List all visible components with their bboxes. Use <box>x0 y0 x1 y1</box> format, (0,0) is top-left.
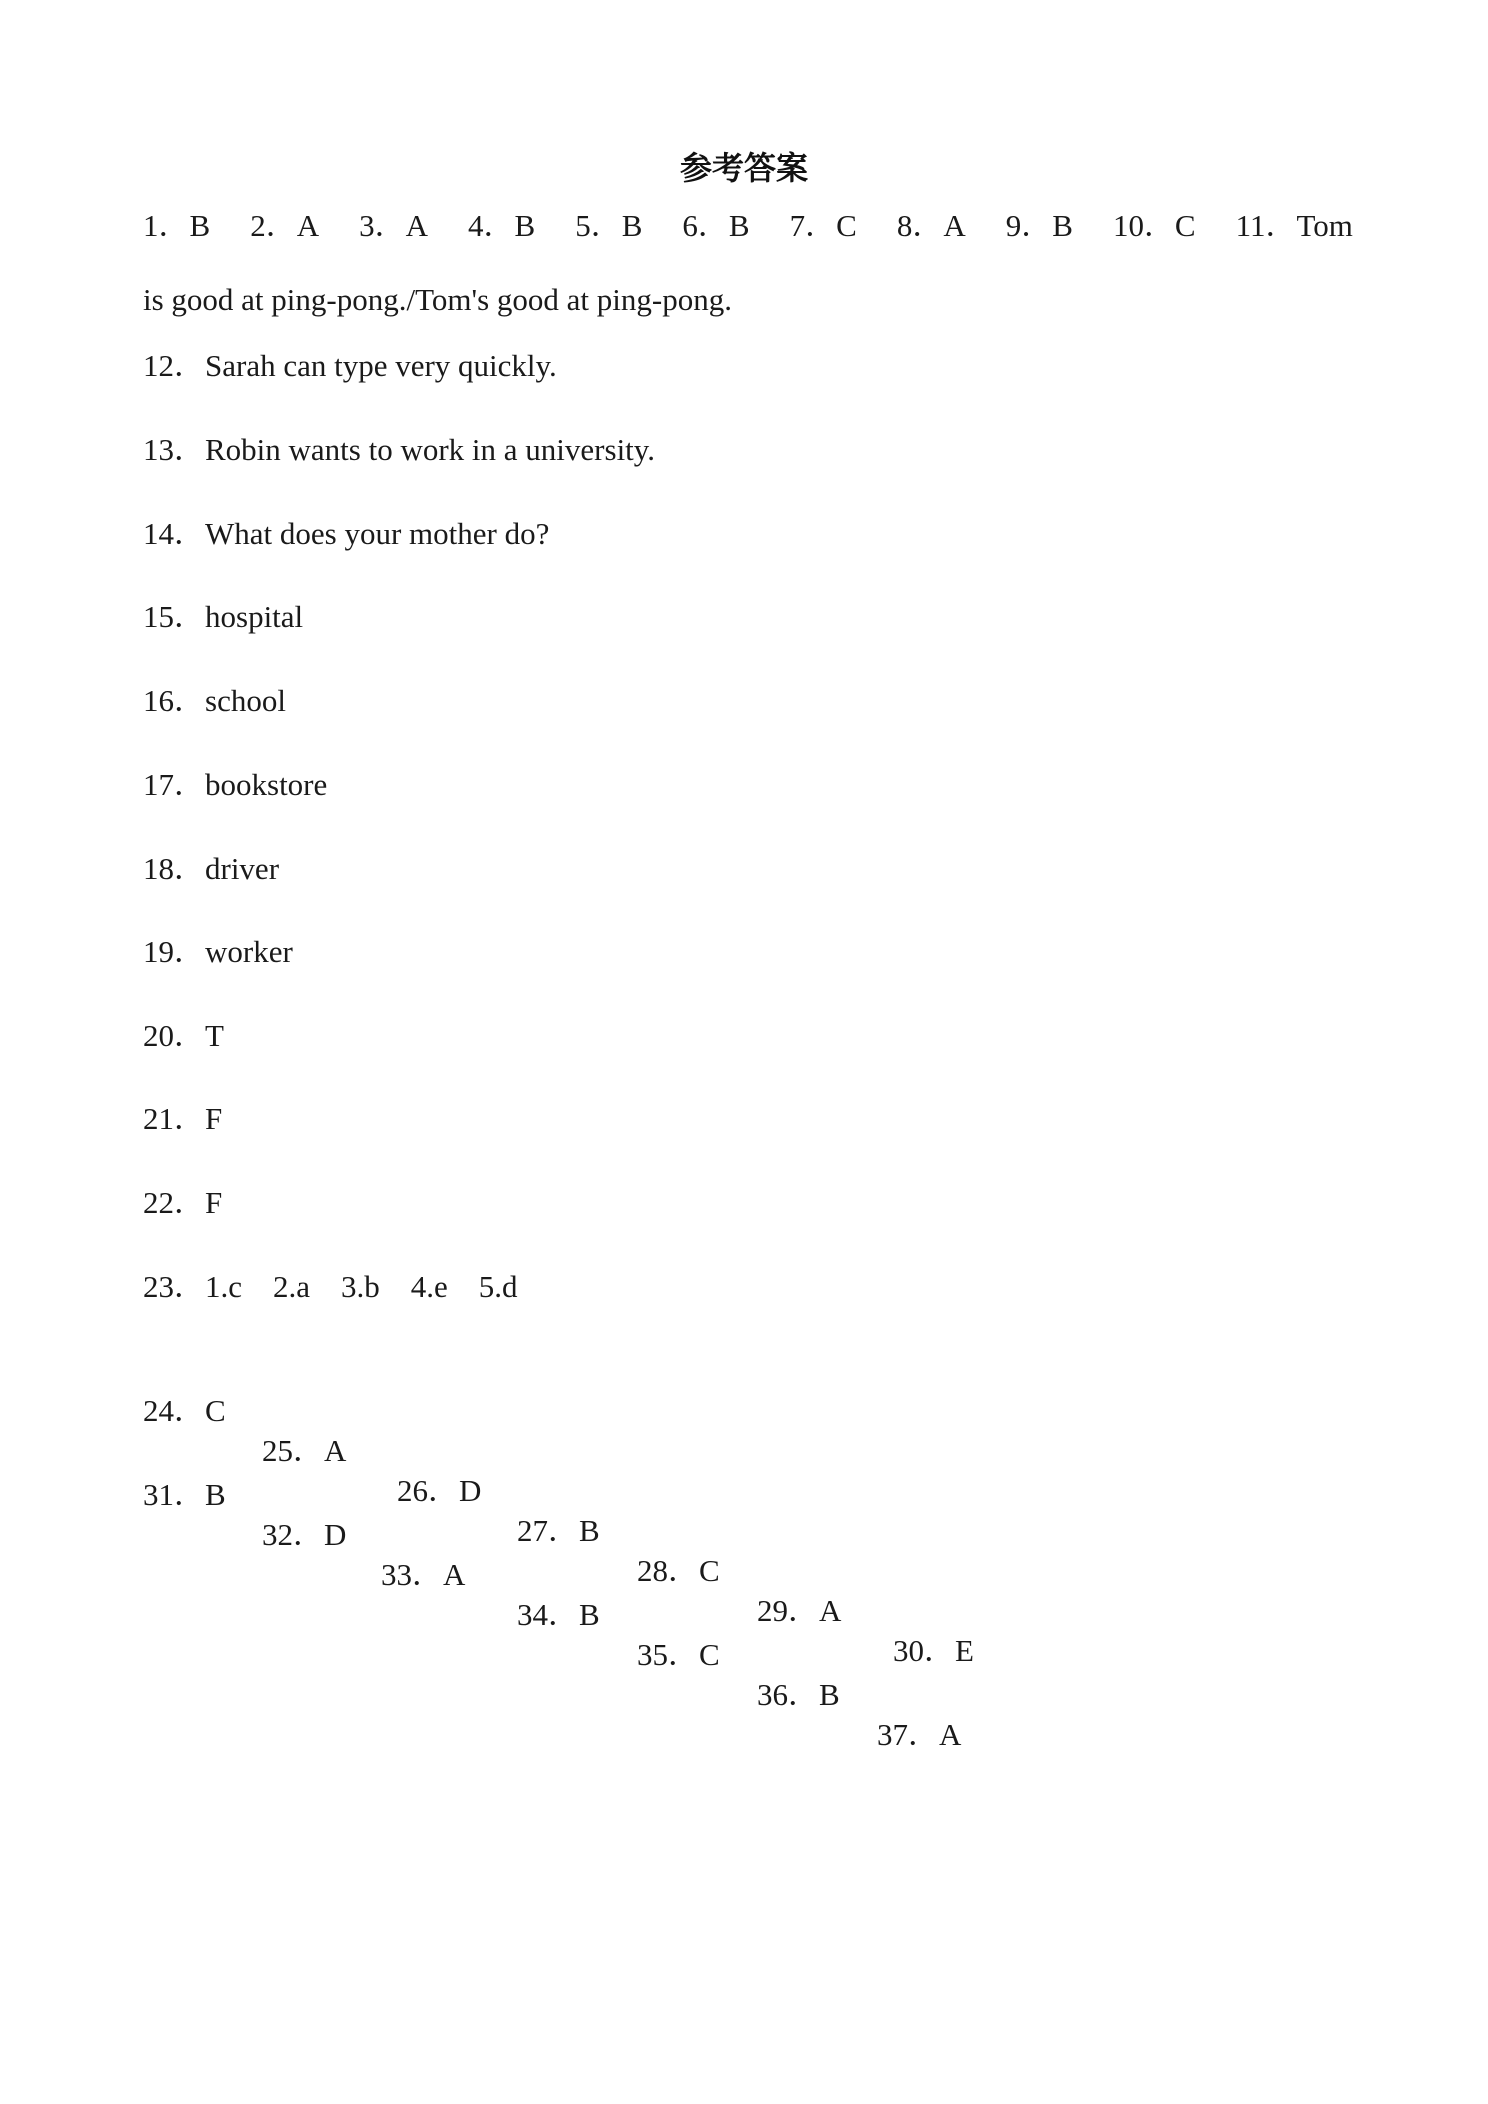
answer-item: 27．B <box>517 1513 600 1548</box>
answer-item: 4．B <box>468 208 536 243</box>
answer-23: 23．1.c 2.a 3.b 4.e 5.d <box>143 1269 518 1304</box>
answer-13: 13．Robin wants to work in a university. <box>143 432 656 467</box>
answer-item: 6．B <box>682 208 750 243</box>
answer-item: 36．B <box>757 1677 840 1712</box>
answer-item: 37．A <box>877 1717 962 1752</box>
answer-item: 8．A <box>896 208 966 243</box>
page-title: 参考答案 <box>679 149 808 187</box>
answer-item: 32．D <box>262 1517 347 1552</box>
answer-item: 5．B <box>575 208 643 243</box>
answer-item: 30．E <box>893 1633 974 1668</box>
answer-item: 11．Tom <box>1235 208 1353 243</box>
answer-17: 17．bookstore <box>143 767 328 802</box>
answer-item: 3．A <box>359 208 428 243</box>
answer-item: 24．C <box>143 1393 226 1428</box>
answer-19: 19．worker <box>143 934 293 969</box>
answer-item: 10．C <box>1112 208 1196 243</box>
answer-item: 35．C <box>637 1637 720 1672</box>
answer-item: 29．A <box>757 1593 842 1628</box>
answer-20: 20．T <box>143 1018 224 1053</box>
answer-18: 18．driver <box>143 851 280 886</box>
answer-item: 33．A <box>381 1557 466 1592</box>
answer-21: 21．F <box>143 1101 223 1136</box>
answer-item: 25．A <box>262 1433 347 1468</box>
answer-item: 7．C <box>789 208 857 243</box>
answers-row-1-11 <box>143 206 1353 246</box>
answer-14: 14．What does your mother do? <box>143 516 550 551</box>
answer-item: 1．B <box>143 208 211 243</box>
answer-11-continuation: is good at ping-pong./Tom's good at ping-pong. <box>143 282 732 317</box>
answer-16: 16．school <box>143 683 286 718</box>
answer-item: 34．B <box>517 1597 600 1632</box>
answer-12: 12．Sarah can type very quickly. <box>143 348 557 383</box>
answer-item: 9．B <box>1005 208 1073 243</box>
answer-22: 22．F <box>143 1185 223 1220</box>
answer-item: 2．A <box>250 208 320 243</box>
answer-15: 15．hospital <box>143 599 304 634</box>
answer-item: 28．C <box>637 1553 720 1588</box>
answer-item: 31．B <box>143 1477 226 1512</box>
answer-item: 26．D <box>397 1473 482 1508</box>
